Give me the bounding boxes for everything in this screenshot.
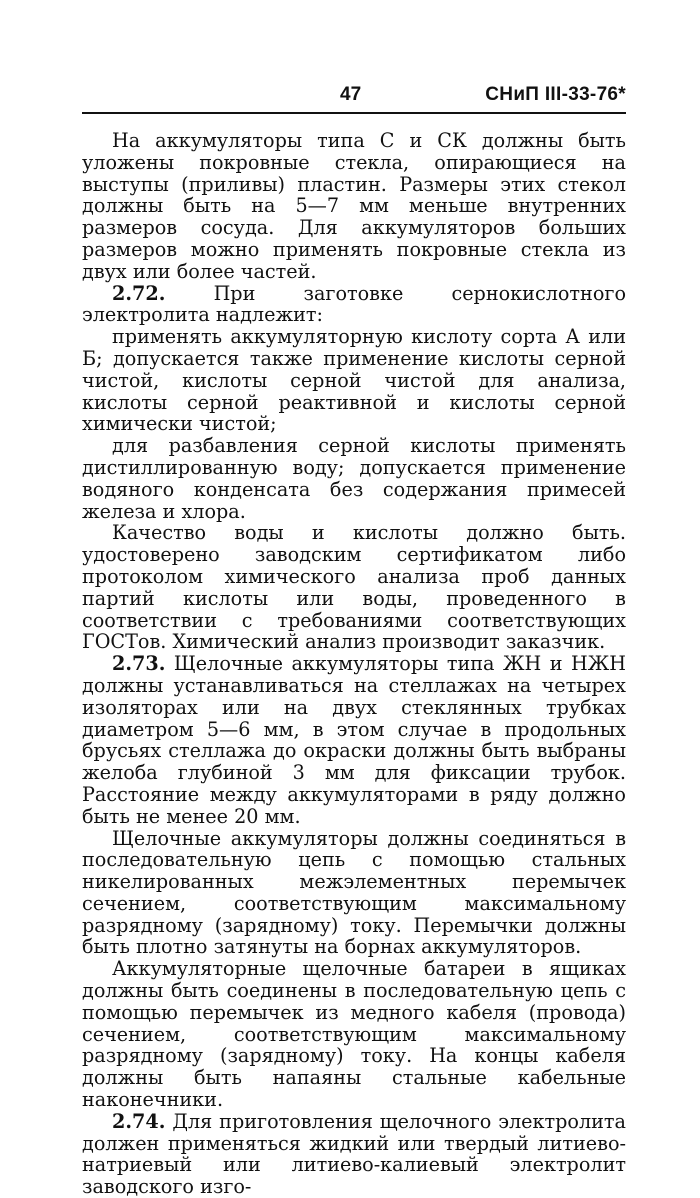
paragraph — [82, 522, 626, 653]
document-code: СНиП III-33-76* — [485, 84, 626, 105]
paragraph — [82, 326, 626, 435]
paragraph-text: Щелочные аккумуляторы должны соединяться в последовательную цепь с помощью стальных никелированных межэлементных перемычек сечением, соответствующим максимальному разрядному (зарядному) току. Перемычки должны быть плотно затянуты на борнах аккумуляторов. — [82, 826, 626, 959]
paragraph-text: Аккумуляторные щелочные батареи в ящиках должны быть соединены в последовательную цепь с помощью перемычек из медного кабеля (провода) сечением, соответствующим максимальному разрядному (зарядному) току. На концы кабеля должны быть напаяны стальные кабельные наконечники. — [82, 957, 626, 1112]
paragraph-text: Щелочные аккумуляторы типа ЖН и НЖН должны устанавливаться на стеллажах на четырех изоляторах или на двух стеклянных трубках диаметром 5—6 мм, в этом случае в продольных брусьях стеллажа до окраски должны быть выбраны желоба глубиной 3 мм для фиксации трубок. Расстояние между аккумуляторами в ряду должно быть не менее 20 мм. — [82, 652, 626, 828]
clause-paragraph — [82, 1111, 626, 1198]
clause-number: 2.74. — [112, 1109, 166, 1133]
paragraph-text: Качество воды и кислоты должно быть. удостоверено заводским сертификатом либо протоколом химического анализа проб данных партий кислоты или воды, проведенного в соответствии с требованиями соответствующих ГОСТов. Химический анализ производит заказчик. — [82, 521, 626, 654]
document-page — [82, 84, 626, 1198]
paragraph — [82, 958, 626, 1111]
paragraph — [82, 828, 626, 959]
paragraph-text: На аккумуляторы типа С и СК должны быть уложены покровные стекла, опирающиеся на выступы (приливы) пластин. Размеры этих стекол должны быть на 5—7 мм меньше внутренних размеров сосуда. Для аккумуляторов больших размеров можно применять покровные стекла из двух или более частей. — [82, 129, 626, 283]
paragraph — [82, 435, 626, 522]
body-text — [82, 130, 626, 1198]
page-number: 47 — [340, 84, 362, 105]
clause-number: 2.72. — [112, 281, 166, 305]
paragraph — [82, 130, 626, 283]
clause-paragraph — [82, 283, 626, 327]
paragraph-text: применять аккумуляторную кислоту сорта А или Б; допускается также применение кислоты серной чистой, кислоты серной чистой для анализа, кислоты серной реактивной и кислоты серной химически чистой; — [82, 325, 626, 436]
clause-paragraph — [82, 653, 626, 827]
paragraph-text: При заготовке сернокислотного электролита надлежит: — [82, 281, 626, 327]
clause-number: 2.73. — [112, 652, 166, 676]
paragraph-text: для разбавления серной кислоты применять дистиллированную воду; допускается применение водяного конденсата без содержания примесей железа и хлора. — [82, 434, 626, 523]
paragraph-text: Для приготовления щелочного электролита должен применяться жидкий или твердый литиево-натриевый или литиево-калиевый электролит заводского изго- — [82, 1109, 626, 1198]
page-header — [82, 84, 626, 114]
